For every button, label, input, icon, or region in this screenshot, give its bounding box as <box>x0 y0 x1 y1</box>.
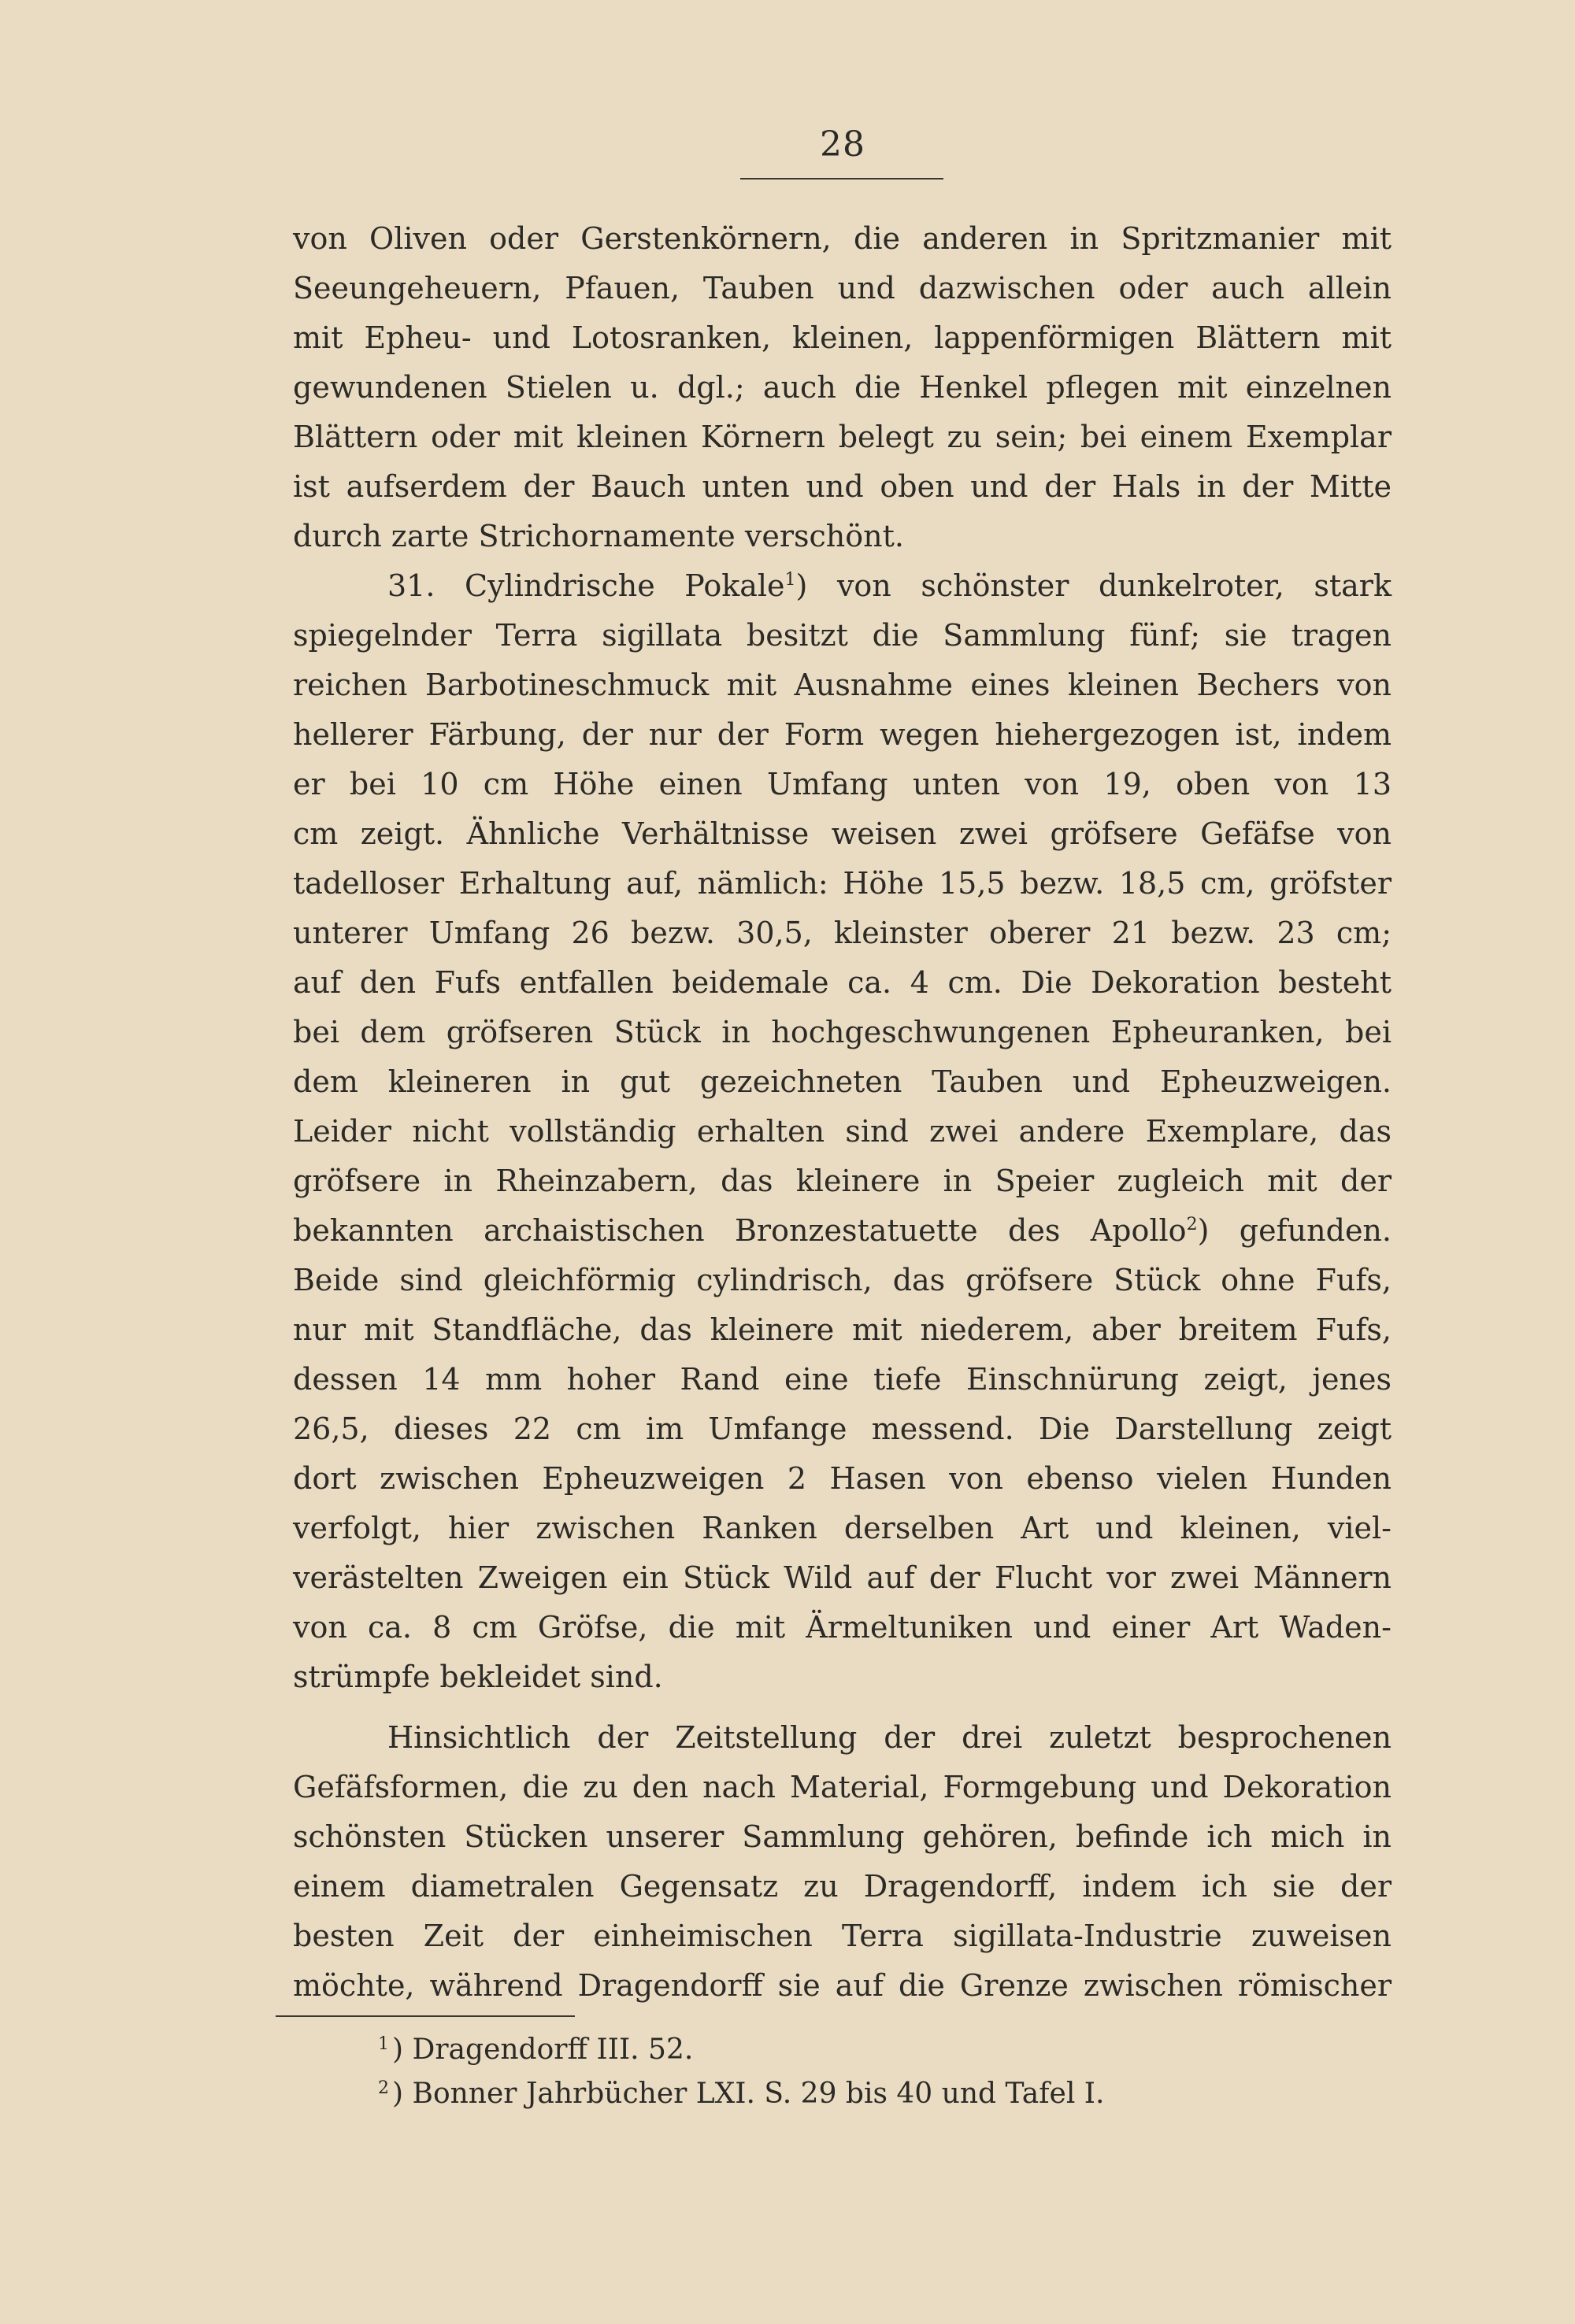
text-line: dessen 14 mm hoher Rand eine tiefe Einschnürung zeigt, jenes <box>293 1362 1392 1397</box>
text-line: dem kleineren in gut gezeichneten Tauben und Epheuzweigen. <box>293 1064 1392 1099</box>
footnote-text: ) Bonner Jahrbücher LXI. S. 29 bis 40 und Tafel I. <box>392 2078 1105 2110</box>
text-line: möchte, während Dragendorff sie auf die Grenze zwischen römischer <box>293 1968 1392 2003</box>
text-line: ist aufserdem der Bauch unten und oben und der Hals in der Mitte <box>293 469 1392 504</box>
text-line: von ca. 8 cm Gröfse, die mit Ärmeltuniken und einer Art Waden- <box>293 1610 1392 1645</box>
text-line: mit Epheu- und Lotosranken, kleinen, lappenförmigen Blättern mit <box>293 320 1392 355</box>
text-line: schönsten Stücken unserer Sammlung gehören, befinde ich mich in <box>293 1819 1392 1854</box>
text-line: verfolgt, hier zwischen Ranken derselben Art und kleinen, viel- <box>293 1511 1392 1545</box>
text-line: verästelten Zweigen ein Stück Wild auf der Flucht vor zwei Männern <box>293 1560 1392 1595</box>
text-line: cm zeigt. Ähnliche Verhältnisse weisen zwei gröfsere Gefäfse von <box>293 816 1392 851</box>
text-run: ) gefunden. <box>1197 1213 1392 1248</box>
text-line: tadelloser Erhaltung auf, nämlich: Höhe 15,5 bezw. 18,5 cm, gröfster <box>293 866 1392 901</box>
text-line: gewundenen Stielen u. dgl.; auch die Henkel pflegen mit einzelnen <box>293 370 1392 405</box>
body-text <box>293 214 1392 2011</box>
text-line <box>293 1206 1392 1256</box>
footnote-text: ) Dragendorff III. 52. <box>392 2034 694 2066</box>
text-line: Leider nicht vollständig erhalten sind zwei andere Exemplare, das <box>293 1114 1392 1149</box>
footnote-ref-1: 1 <box>784 570 796 590</box>
text-line: Beide sind gleichförmig cylindrisch, das gröfsere Stück ohne Fufs, <box>293 1263 1392 1297</box>
footnote-marker: 1 <box>378 2034 389 2054</box>
footnote-1 <box>378 2028 1323 2072</box>
text-line: durch zarte Strichornamente verschönt. <box>293 519 904 553</box>
text-line <box>293 561 1392 611</box>
text-line: von Oliven oder Gerstenkörnern, die anderen in Spritzmanier mit <box>293 221 1392 256</box>
paragraph-gap <box>293 1702 1392 1713</box>
text-line: nur mit Standfläche, das kleinere mit niederem, aber breitem Fufs, <box>293 1312 1392 1347</box>
text-line: auf den Fufs entfallen beidemale ca. 4 cm. Die Dekoration besteht <box>293 965 1392 1000</box>
text-line: 26,5, dieses 22 cm im Umfange messend. Die Darstellung zeigt <box>293 1412 1392 1446</box>
text-line: Seeungeheuern, Pfauen, Tauben und dazwischen oder auch allein <box>293 271 1392 305</box>
text-line: strümpfe bekleidet sind. <box>293 1660 663 1694</box>
header-rule <box>740 178 943 179</box>
text-line: unterer Umfang 26 bezw. 30,5, kleinster oberer 21 bezw. 23 cm; <box>293 916 1392 950</box>
footnote-rule <box>276 2015 575 2017</box>
text-line: Blättern oder mit kleinen Körnern belegt zu sein; bei einem Exemplar <box>293 420 1392 454</box>
text-line: besten Zeit der einheimischen Terra sigillata-Industrie zuweisen <box>293 1919 1392 1953</box>
text-line: Gefäfsformen, die zu den nach Material, Formgebung und Dekoration <box>293 1770 1392 1804</box>
text-run: ) von schönster dunkelroter, stark <box>795 568 1392 603</box>
text-line: er bei 10 cm Höhe einen Umfang unten von 19, oben von 13 <box>293 767 1392 801</box>
text-run: bekannten archaistischen Bronzestatuette des Apollo <box>293 1213 1187 1248</box>
footnote-2 <box>378 2072 1323 2116</box>
page-number: 28 <box>820 124 865 165</box>
text-line: spiegelnder Terra sigillata besitzt die Sammlung fünf; sie tragen <box>293 618 1392 653</box>
text-line: bei dem gröfseren Stück in hochgeschwungenen Epheuranken, bei <box>293 1015 1392 1049</box>
footnote-ref-2: 2 <box>1186 1215 1198 1234</box>
text-line: Hinsichtlich der Zeitstellung der drei zuletzt besprochenen <box>387 1720 1392 1755</box>
text-line: hellerer Färbung, der nur der Form wegen hiehergezogen ist, indem <box>293 717 1392 752</box>
footnote-marker: 2 <box>378 2078 389 2098</box>
text-line: gröfsere in Rheinzabern, das kleinere in Speier zugleich mit der <box>293 1164 1392 1198</box>
text-line: einem diametralen Gegensatz zu Dragendorff, indem ich sie der <box>293 1869 1392 1904</box>
footnotes <box>378 2028 1323 2116</box>
text-line: reichen Barbotineschmuck mit Ausnahme eines kleinen Bechers von <box>293 668 1392 702</box>
text-run: 31. Cylindrische Pokale <box>387 568 785 603</box>
text-line: dort zwischen Epheuzweigen 2 Hasen von ebenso vielen Hunden <box>293 1461 1392 1496</box>
